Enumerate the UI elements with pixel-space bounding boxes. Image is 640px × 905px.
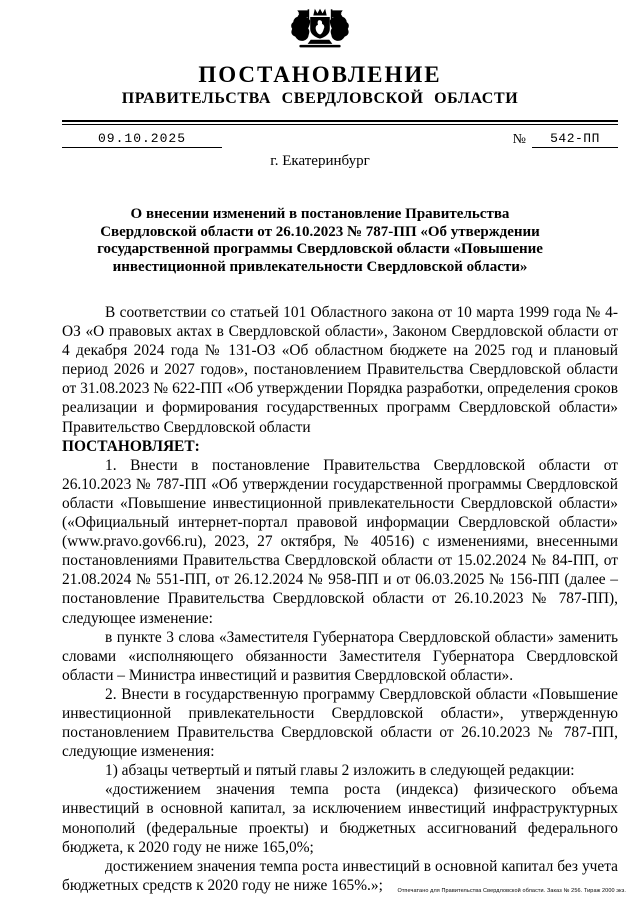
- paragraph-preamble: В соответствии со статьей 101 Областного закона от 10 марта 1999 года № 4-ОЗ «О правовых актах в Свердловской области», Законом Свердловской области от 4 декабря 2024 года № 131-ОЗ «Об областном бюджете на 2025 год и плановый период 2026 и 2027 годов», постановлением Правительства Свердловской области от 31.08.2023 № 622-ПП «Об утверждении Порядка разработки, определения сроков реализации и формирования государственных программ Свердловской области» Правительство Свердловской области: [62, 304, 618, 436]
- document-body: [62, 303, 618, 895]
- document-number-group: [513, 131, 618, 148]
- paragraph-resolves: ПОСТАНОВЛЯЕТ:: [62, 437, 200, 455]
- meta-row: [62, 131, 618, 148]
- emblem-container: [0, 0, 640, 59]
- paragraph-item-1: 1. Внести в постановление Правительства Свердловской области от 26.10.2023 № 787-ПП «Об утверждении государственной программы Свердловской области «Повышение инвестиционной привлекательности Свердловской области» («Официальный интернет-портал правовой информации Свердловской области» (www.pravo.gov66.ru), 2023, 27 октября, № 40516) с изменениями, внесенными постановлениями Правительства Свердловской области от 15.02.2024 № 84-ПП, от 21.08.2024 № 551-ПП, от 26.12.2024 № 958-ПП и от 06.03.2025 № 156-ПП (далее – постановление Правительства Свердловской области от 26.10.2023 № 787-ПП), следующее изменение:: [62, 456, 618, 627]
- paragraph-new-wording-2: достижением значения темпа роста инвестиций в основной капитал без учета бюджетных средств к 2020 году не ниже 165%.»;: [62, 857, 618, 894]
- document-subject-title: О внесении изменений в постановление Правительства Свердловской области от 26.10.2023 № 787-ПП «Об утверждении государственной программы Свердловской области «Повышение инвестиционной привлекательности Свердловской области»: [97, 206, 543, 275]
- city-line: г. Екатеринбург: [270, 153, 370, 169]
- paragraph-item-1-amendment: в пункте 3 слова «Заместителя Губернатора Свердловской области» заменить словами «исполняющего обязанности Заместителя Губернатора Свердловской области – Министра инвестиций и развития Свердловской области».: [62, 628, 618, 684]
- header-divider: [62, 120, 618, 125]
- document-number: 542-ПП: [532, 131, 618, 148]
- paragraph-new-wording-1: «достижением значения темпа роста (индекса) физического объема инвестиций в основной капитал, за исключением инвестиций инфраструктурных монополий (федеральные проекты) и бюджетных ассигнований федерального бюджета, к 2020 году не ниже 165,0%;: [62, 781, 618, 856]
- document-date: 09.10.2025: [62, 131, 222, 148]
- issuing-authority-title: ПРАВИТЕЛЬСТВА СВЕРДЛОВСКОЙ ОБЛАСТИ: [121, 90, 519, 107]
- number-sign: №: [512, 132, 526, 147]
- paragraph-item-2: 2. Внести в государственную программу Свердловской области «Повышение инвестиционной привлекательности Свердловской области», утвержденную постановлением Правительства Свердловской области от 26.10.2023 № 787-ПП, следующие изменения:: [62, 685, 618, 761]
- paragraph-item-2-sub-1: 1) абзацы четвертый и пятый главы 2 изложить в следующей редакции:: [105, 762, 575, 780]
- print-imprint: Отпечатано для Правительства Свердловской области. Заказ № 256. Тираж 2000 экз.: [397, 888, 626, 894]
- coat-of-arms-icon: [286, 46, 354, 63]
- document-type-title: ПОСТАНОВЛЕНИЕ: [198, 62, 442, 87]
